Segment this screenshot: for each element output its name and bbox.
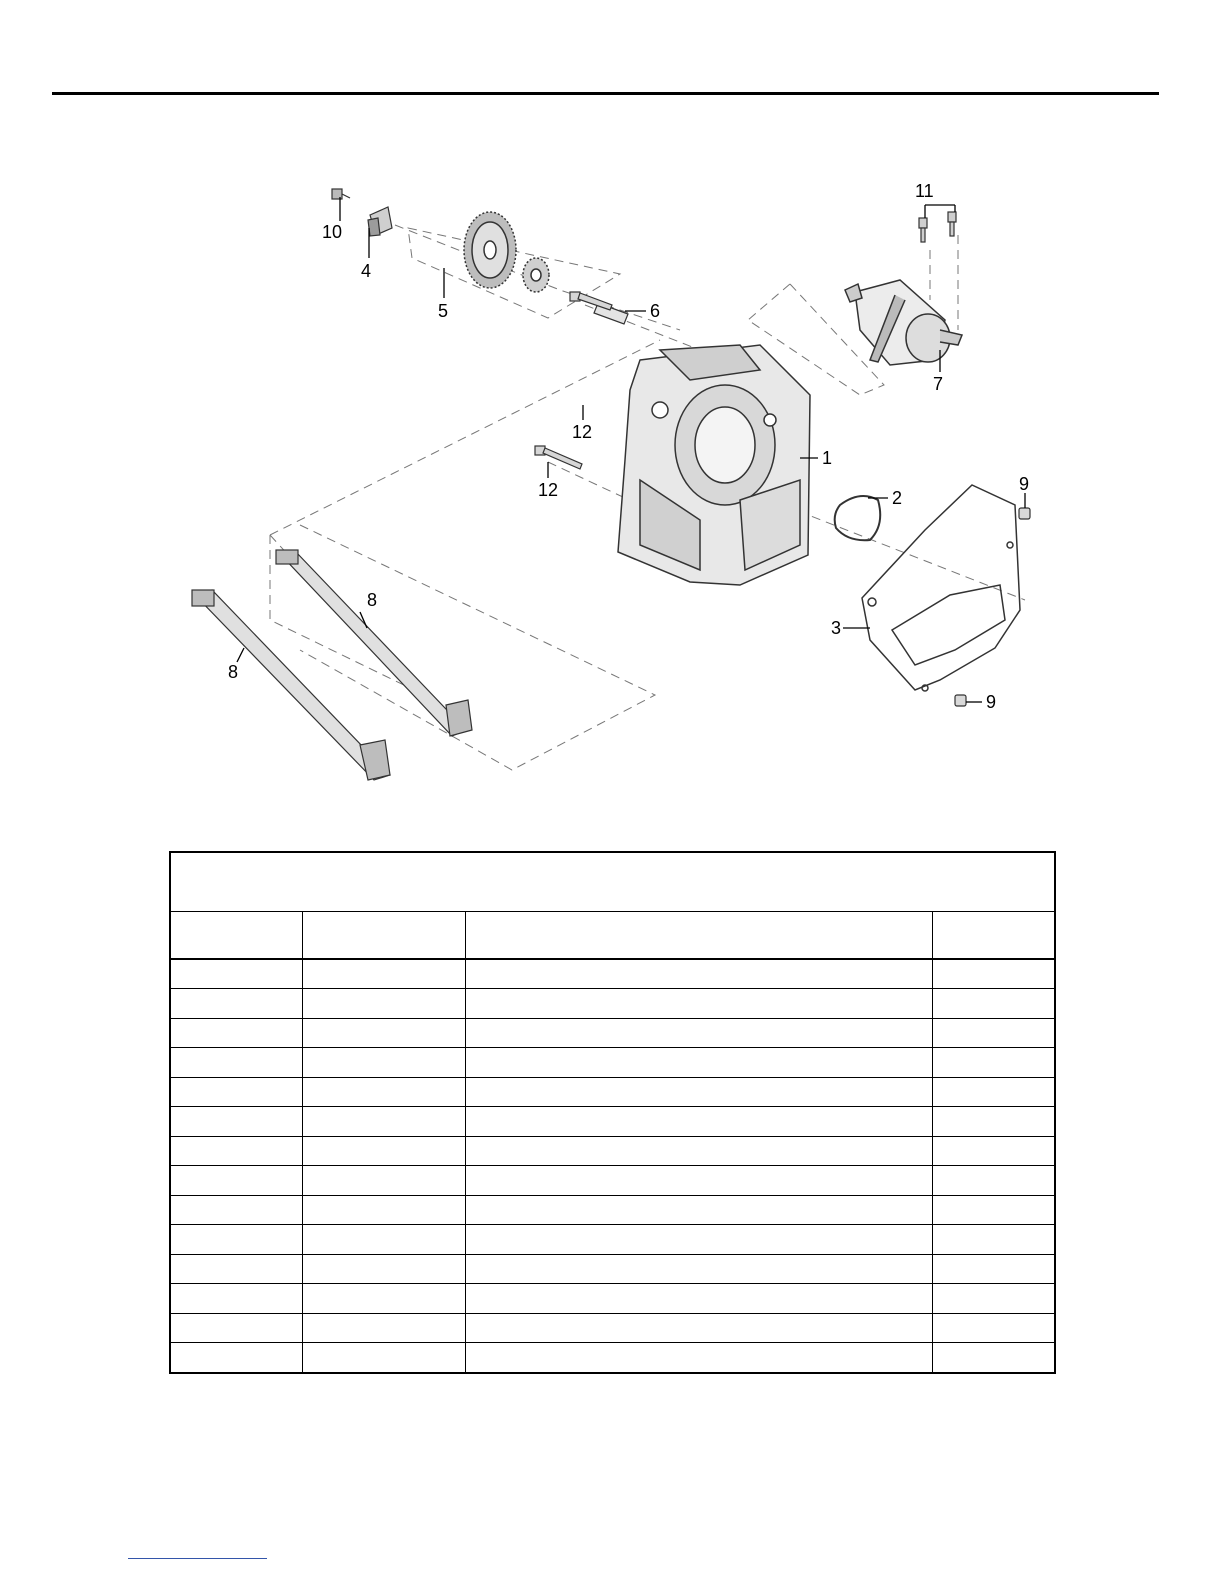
table-row: [170, 989, 1055, 1019]
table-cell: [932, 1048, 1055, 1078]
table-cell: [465, 1313, 932, 1343]
table-cell: [465, 1254, 932, 1284]
table-row: [170, 1195, 1055, 1225]
callout-6: 6: [650, 301, 661, 321]
table-cell: [932, 1254, 1055, 1284]
column-header: [465, 912, 932, 959]
table-cell: [465, 1048, 932, 1078]
table-cell: [932, 1313, 1055, 1343]
table-cell: [932, 1107, 1055, 1137]
column-header: [932, 912, 1055, 959]
table-cell: [465, 1136, 932, 1166]
idle-gear: [464, 212, 516, 288]
parts-list-table: [169, 851, 1056, 1374]
crankcase: [618, 345, 810, 585]
table-cell: [932, 1343, 1055, 1373]
callout-12-upper: 12: [572, 422, 593, 442]
table-cell: [465, 1018, 932, 1048]
table-cell: [465, 1107, 932, 1137]
callout-12-lower: 12: [538, 480, 559, 500]
cover-gasket: [862, 485, 1020, 691]
table-body: [170, 959, 1055, 1373]
table-cell: [170, 1048, 302, 1078]
table-cell: [932, 1136, 1055, 1166]
table-cell: [170, 1077, 302, 1107]
table-cell: [170, 959, 302, 989]
bolts-12: [535, 292, 612, 469]
table-row: [170, 1254, 1055, 1284]
o-ring: [835, 496, 881, 540]
table-row: [170, 1225, 1055, 1255]
table-cell: [302, 1313, 465, 1343]
table-cell: [932, 1077, 1055, 1107]
callout-9-lower: 9: [986, 692, 997, 712]
table-cell: [302, 1136, 465, 1166]
table-cell: [170, 1313, 302, 1343]
table-row: [170, 1107, 1055, 1137]
callout-1: 1: [822, 448, 833, 468]
table-cell: [465, 1225, 932, 1255]
table-cell: [170, 1343, 302, 1373]
table-row: [170, 1284, 1055, 1314]
callout-7: 7: [933, 374, 944, 394]
table-cell: [302, 1077, 465, 1107]
footer-link-underline: [128, 1558, 267, 1559]
callout-8-right: 8: [367, 590, 378, 610]
starter-motor: [845, 280, 962, 365]
table-cell: [932, 989, 1055, 1019]
table-row: [170, 959, 1055, 989]
table-cell: [170, 1136, 302, 1166]
table-cell: [465, 989, 932, 1019]
callout-2: 2: [892, 488, 903, 508]
dowel-pins: [955, 508, 1030, 706]
stud-group-frame: [270, 340, 660, 688]
table-row: [170, 1136, 1055, 1166]
table-cell: [302, 959, 465, 989]
table-cell: [932, 1225, 1055, 1255]
callout-3: 3: [831, 618, 842, 638]
table-cell: [932, 1195, 1055, 1225]
table-cell: [932, 1166, 1055, 1196]
callout-4: 4: [361, 261, 372, 281]
table-row: [170, 1048, 1055, 1078]
drive-gear: [523, 258, 549, 292]
callout-8-left: 8: [228, 662, 239, 682]
table-cell: [170, 1225, 302, 1255]
table-cell: [302, 1225, 465, 1255]
table-row: [170, 1313, 1055, 1343]
table-cell: [302, 1254, 465, 1284]
table-row: [170, 1343, 1055, 1373]
table-cell: [170, 1018, 302, 1048]
column-header: [302, 912, 465, 959]
table-cell: [932, 1018, 1055, 1048]
callout-5: 5: [438, 301, 449, 321]
table-cell: [465, 1166, 932, 1196]
table-cell: [465, 1077, 932, 1107]
table-cell: [170, 989, 302, 1019]
table-title: [170, 852, 1055, 912]
stud-group-frame-2: [300, 525, 655, 770]
table-cell: [170, 1166, 302, 1196]
table-cell: [302, 1195, 465, 1225]
table-cell: [170, 1195, 302, 1225]
table-row: [170, 1166, 1055, 1196]
table-cell: [302, 1284, 465, 1314]
table-cell: [465, 1284, 932, 1314]
table-cell: [932, 1284, 1055, 1314]
table-cell: [465, 1343, 932, 1373]
retaining-plate: [368, 207, 392, 236]
table-cell: [465, 1195, 932, 1225]
table-cell: [302, 1107, 465, 1137]
table-cell: [302, 1048, 465, 1078]
table-cell: [170, 1254, 302, 1284]
table-cell: [932, 959, 1055, 989]
callout-9-upper: 9: [1019, 474, 1030, 494]
callout-11: 11: [915, 181, 934, 201]
table-cell: [170, 1284, 302, 1314]
table-row: [170, 1077, 1055, 1107]
table-cell: [302, 1166, 465, 1196]
table-cell: [302, 1018, 465, 1048]
table-cell: [465, 959, 932, 989]
callout-10: 10: [322, 222, 343, 242]
column-header: [170, 912, 302, 959]
table-row: [170, 1018, 1055, 1048]
table-cell: [302, 989, 465, 1019]
table-cell: [302, 1343, 465, 1373]
table-header-row: [170, 912, 1055, 959]
plate-screw: [332, 189, 350, 199]
table-cell: [170, 1107, 302, 1137]
